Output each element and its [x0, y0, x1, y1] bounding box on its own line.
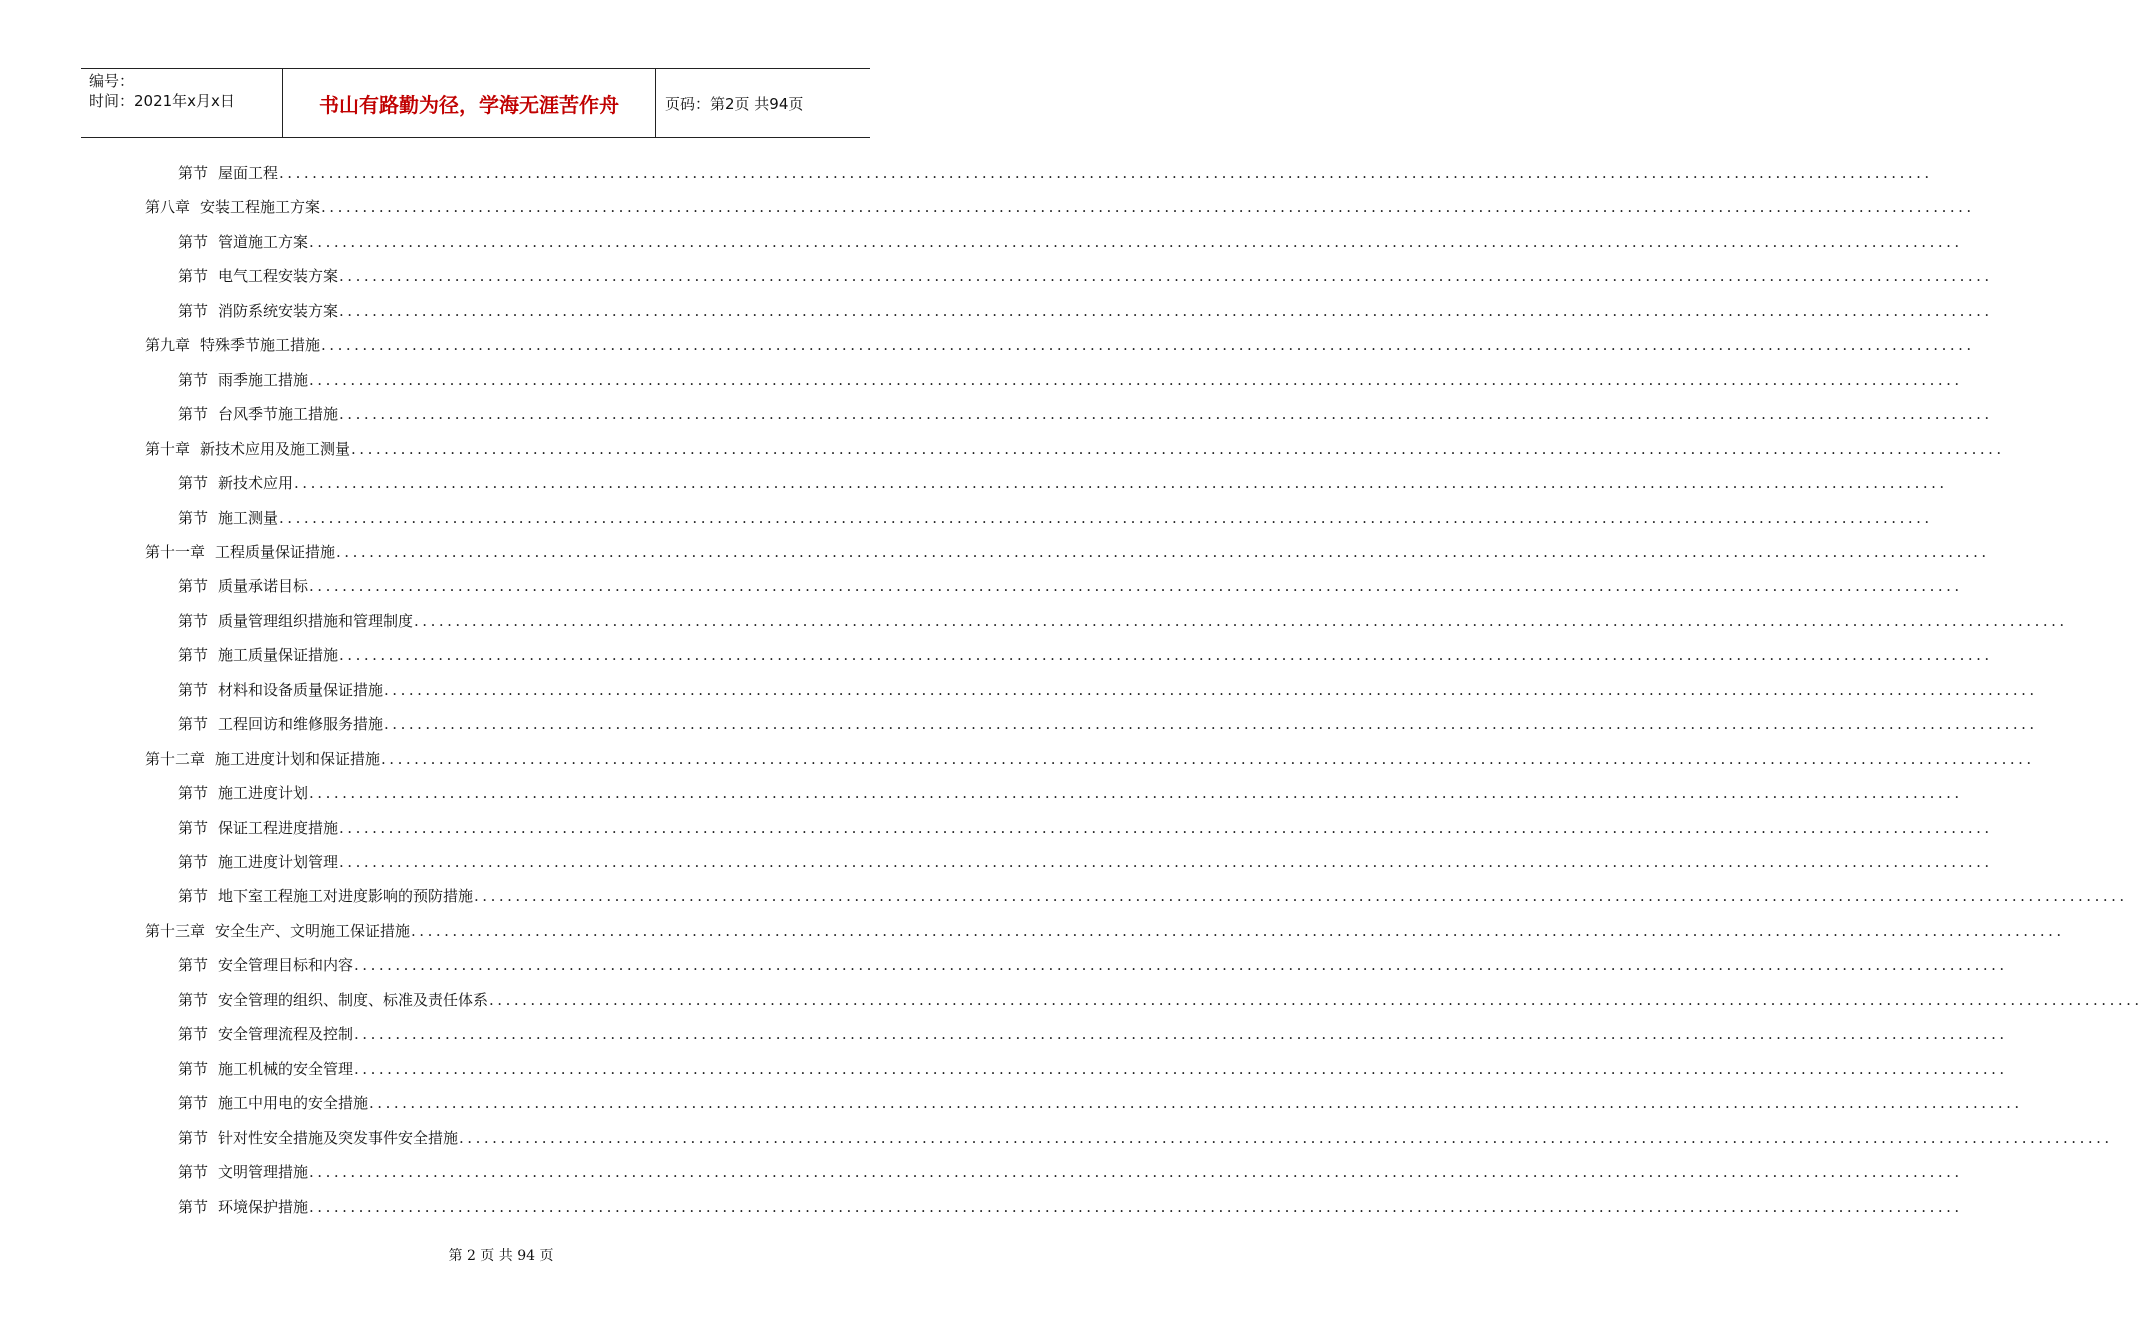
toc-entry-prefix: 第节 [178, 302, 209, 320]
toc-dot-leader: ........................................................................................................................................................................................................ [384, 681, 2038, 699]
toc-dot-leader: ........................................................................................................................................................................................................ [369, 1094, 2023, 1112]
toc-dot-leader: ........................................................................................................................................................................................................ [414, 612, 2068, 630]
toc-section-entry[interactable] [178, 1021, 2008, 1045]
code-label: 编号： [89, 72, 135, 90]
toc-dot-leader: ........................................................................................................................................................................................................ [321, 198, 1975, 216]
toc-entry-prefix: 第节 [178, 577, 209, 595]
toc-dot-leader: ........................................................................................................................................................................................................ [309, 371, 1963, 389]
toc-dot-leader: ........................................................................................................................................................................................................ [309, 577, 1963, 595]
toc-dot-leader: ........................................................................................................................................................................................................ [279, 164, 1933, 182]
toc-entry-title: 施工测量 [218, 509, 279, 527]
toc-dot-leader: ........................................................................................................................................................................................................ [309, 1163, 1963, 1181]
document-header [81, 68, 870, 138]
toc-section-entry[interactable] [178, 298, 1993, 322]
toc-dot-leader: ........................................................................................................................................................................................................ [339, 853, 1993, 871]
toc-section-entry[interactable] [178, 883, 2128, 907]
toc-entry-title: 施工进度计划管理 [218, 853, 339, 871]
toc-dot-leader: ........................................................................................................................................................................................................ [339, 405, 1993, 423]
header-motto: 书山有路勤为径，学海无涯苦作舟 [282, 69, 656, 137]
toc-entry-title: 台风季节施工措施 [218, 405, 339, 423]
toc-entry-title: 工程回访和维修服务措施 [218, 715, 384, 733]
toc-dot-leader: ........................................................................................................................................................................................................ [354, 1060, 2008, 1078]
toc-section-entry[interactable] [178, 573, 1963, 597]
toc-chapter-entry[interactable] [145, 746, 2035, 770]
toc-dot-leader: ........................................................................................................................................................................................................ [321, 336, 1975, 354]
toc-entry-prefix: 第十三章 [145, 922, 206, 940]
toc-dot-leader: ........................................................................................................................................................................................................ [339, 819, 1993, 837]
toc-section-entry[interactable] [178, 229, 1963, 253]
toc-entry-title: 消防系统安装方案 [218, 302, 339, 320]
toc-entry-title: 材料和设备质量保证措施 [218, 681, 384, 699]
toc-entry-prefix: 第节 [178, 612, 209, 630]
toc-entry-title: 施工中用电的安全措施 [218, 1094, 369, 1112]
toc-dot-leader: ........................................................................................................................................................................................................ [474, 887, 2128, 905]
toc-dot-leader: ........................................................................................................................................................................................................ [489, 991, 2143, 1009]
toc-section-entry[interactable] [178, 815, 1993, 839]
toc-entry-title: 安全管理流程及控制 [218, 1025, 354, 1043]
toc-section-entry[interactable] [178, 987, 2143, 1011]
toc-dot-leader: ........................................................................................................................................................................................................ [339, 646, 1993, 664]
toc-entry-prefix: 第节 [178, 681, 209, 699]
toc-section-entry[interactable] [178, 367, 1963, 391]
toc-section-entry[interactable] [178, 160, 1933, 184]
toc-entry-title: 施工机械的安全管理 [218, 1060, 354, 1078]
toc-chapter-entry[interactable] [145, 436, 2005, 460]
toc-dot-leader: ........................................................................................................................................................................................................ [309, 784, 1963, 802]
toc-dot-leader: ........................................................................................................................................................................................................ [354, 956, 2008, 974]
toc-entry-title: 管道施工方案 [218, 233, 309, 251]
toc-entry-prefix: 第十章 [145, 440, 191, 458]
toc-entry-title: 文明管理措施 [218, 1163, 309, 1181]
toc-entry-title: 新技术应用及施工测量 [200, 440, 351, 458]
toc-entry-title: 工程质量保证措施 [215, 543, 336, 561]
toc-section-entry[interactable] [178, 505, 1933, 529]
toc-entry-prefix: 第节 [178, 405, 209, 423]
toc-section-entry[interactable] [178, 1090, 2023, 1114]
toc-entry-prefix: 第八章 [145, 198, 191, 216]
toc-section-entry[interactable] [178, 470, 1948, 494]
toc-dot-leader: ........................................................................................................................................................................................................ [309, 1198, 1963, 1216]
time-label: 时间：2021年x月x日 [89, 92, 235, 110]
toc-entry-prefix: 第九章 [145, 336, 191, 354]
toc-chapter-entry[interactable] [145, 539, 1990, 563]
toc-entry-prefix: 第节 [178, 646, 209, 664]
toc-entry-prefix: 第节 [178, 715, 209, 733]
toc-dot-leader: ........................................................................................................................................................................................................ [336, 543, 1990, 561]
toc-section-entry[interactable] [178, 1159, 1963, 1183]
toc-entry-prefix: 第节 [178, 233, 209, 251]
toc-dot-leader: ........................................................................................................................................................................................................ [354, 1025, 2008, 1043]
toc-section-entry[interactable] [178, 1056, 2008, 1080]
toc-entry-title: 屋面工程 [218, 164, 279, 182]
toc-entry-prefix: 第节 [178, 371, 209, 389]
header-meta [81, 69, 282, 137]
toc-entry-title: 安全管理的组织、制度、标准及责任体系 [218, 991, 489, 1009]
toc-entry-title: 雨季施工措施 [218, 371, 309, 389]
toc-entry-prefix: 第节 [178, 1198, 209, 1216]
toc-entry-title: 针对性安全措施及突发事件安全措施 [218, 1129, 459, 1147]
toc-dot-leader: ........................................................................................................................................................................................................ [411, 922, 2065, 940]
toc-entry-prefix: 第节 [178, 991, 209, 1009]
toc-section-entry[interactable] [178, 952, 2008, 976]
toc-entry-title: 特殊季节施工措施 [200, 336, 321, 354]
toc-entry-prefix: 第节 [178, 267, 209, 285]
toc-entry-prefix: 第节 [178, 956, 209, 974]
toc-entry-prefix: 第节 [178, 1025, 209, 1043]
toc-entry-title: 新技术应用 [218, 474, 294, 492]
toc-chapter-entry[interactable] [145, 332, 1975, 356]
toc-dot-leader: ........................................................................................................................................................................................................ [384, 715, 2038, 733]
toc-entry-title: 质量管理组织措施和管理制度 [218, 612, 414, 630]
toc-chapter-entry[interactable] [145, 918, 2065, 942]
toc-dot-leader: ........................................................................................................................................................................................................ [309, 233, 1963, 251]
toc-section-entry[interactable] [178, 1194, 1963, 1218]
toc-entry-prefix: 第节 [178, 509, 209, 527]
toc-section-entry[interactable] [178, 849, 1993, 873]
toc-entry-prefix: 第十二章 [145, 750, 206, 768]
toc-section-entry[interactable] [178, 780, 1963, 804]
toc-section-entry[interactable] [178, 711, 2038, 735]
header-page-info: 页码：第2页 共94页 [665, 94, 804, 113]
toc-entry-title: 环境保护措施 [218, 1198, 309, 1216]
toc-entry-title: 安装工程施工方案 [200, 198, 321, 216]
toc-section-entry[interactable] [178, 608, 2068, 632]
toc-dot-leader: ........................................................................................................................................................................................................ [459, 1129, 2113, 1147]
toc-entry-prefix: 第节 [178, 819, 209, 837]
toc-dot-leader: ........................................................................................................................................................................................................ [279, 509, 1933, 527]
toc-entry-title: 施工进度计划和保证措施 [215, 750, 381, 768]
toc-dot-leader: ........................................................................................................................................................................................................ [294, 474, 1948, 492]
toc-entry-title: 保证工程进度措施 [218, 819, 339, 837]
toc-entry-title: 安全生产、文明施工保证措施 [215, 922, 411, 940]
toc-entry-title: 安全管理目标和内容 [218, 956, 354, 974]
toc-entry-prefix: 第节 [178, 887, 209, 905]
toc-entry-title: 地下室工程施工对进度影响的预防措施 [218, 887, 474, 905]
toc-section-entry[interactable] [178, 642, 1993, 666]
toc-entry-prefix: 第节 [178, 1163, 209, 1181]
toc-entry-prefix: 第节 [178, 784, 209, 802]
toc-entry-prefix: 第节 [178, 474, 209, 492]
toc-entry-title: 电气工程安装方案 [218, 267, 339, 285]
toc-section-entry[interactable] [178, 677, 2038, 701]
toc-entry-prefix: 第十一章 [145, 543, 206, 561]
toc-entry-prefix: 第节 [178, 1060, 209, 1078]
toc-entry-prefix: 第节 [178, 164, 209, 182]
toc-dot-leader: ........................................................................................................................................................................................................ [339, 267, 1993, 285]
toc-entry-title: 施工质量保证措施 [218, 646, 339, 664]
toc-entry-title: 质量承诺目标 [218, 577, 309, 595]
toc-entry-prefix: 第节 [178, 1094, 209, 1112]
toc-entry-prefix: 第节 [178, 1129, 209, 1147]
toc-section-entry[interactable] [178, 401, 1993, 425]
toc-entry-prefix: 第节 [178, 853, 209, 871]
toc-section-entry[interactable] [178, 263, 1993, 287]
toc-entry-title: 施工进度计划 [218, 784, 309, 802]
toc-dot-leader: ........................................................................................................................................................................................................ [339, 302, 1993, 320]
page-footer: 第 2 页 共 94 页 [448, 1248, 554, 1264]
toc-chapter-entry[interactable] [145, 194, 1975, 218]
toc-dot-leader: ........................................................................................................................................................................................................ [381, 750, 2035, 768]
toc-dot-leader: ........................................................................................................................................................................................................ [351, 440, 2005, 458]
toc-section-entry[interactable] [178, 1125, 2113, 1149]
